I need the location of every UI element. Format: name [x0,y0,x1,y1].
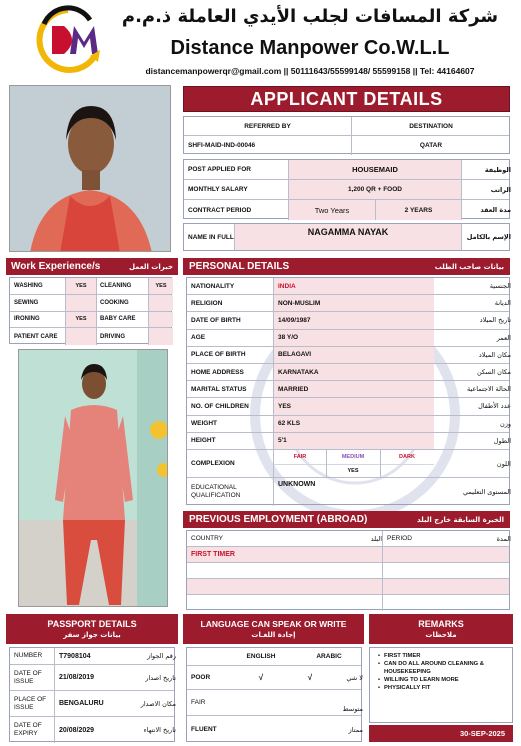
remarks-title: REMARKS [418,619,464,629]
language-poor-arabic-check: √ [307,673,313,682]
personal-value: INDIA [274,278,434,294]
header [0,0,521,84]
personal-row [187,347,509,364]
work-skill-label: CLEANING [100,282,132,289]
passport-label-arabic: مكان الاصدار [140,699,176,708]
company-name-english: Distance Manpower Co.W.L.L [170,37,450,59]
full-name-label-arabic: الإسم بالكامل [466,232,511,241]
work-skill-value [149,328,173,345]
language-title: LANGUAGE CAN SPEAK OR WRITE [200,619,347,629]
personal-row [187,278,509,295]
post-label-arabic: الوظيفة [484,165,511,174]
salary-label-arabic: الراتب [490,185,511,194]
remark-item [378,684,508,692]
remark-text: WILLING TO LEARN MORE [384,677,459,683]
personal-label: WEIGHT [191,420,217,428]
previous-employment-title-arabic: الخبرة السابقة خارج البلد [417,515,504,524]
remark-item [378,676,508,684]
language-fluent-label: FLUENT [191,726,217,733]
personal-row [187,433,509,450]
personal-label-arabic: تاريخ الميلاد [479,316,511,325]
remark-text: CAN DO ALL AROUND CLEANING & HOUSEKEEPING [384,661,484,675]
work-skill-value: YES [66,312,96,328]
contract-value-number: 2 YEARS [376,200,461,220]
passport-value: 21/08/2019 [59,674,95,681]
personal-value: MARRIED [274,381,434,397]
work-experience-title-arabic: خبرات العمل [128,262,173,271]
work-experience-title: Work Experience/s [11,261,101,272]
passport-label: PLACE OF ISSUE [14,695,47,711]
complexion-medium: MEDIUM [341,453,365,460]
employment-first-row: FIRST TIMER [191,551,235,558]
previous-employment-header [183,511,510,528]
remarks-list [370,648,512,692]
language-fair-label: FAIR [191,699,206,706]
personal-label: RELIGION [191,299,223,307]
work-experience-header [6,258,178,275]
personal-label-arabic: الحالة الاجتماعية [466,385,511,394]
personal-value: 5'1 [274,433,434,449]
full-name-table [183,223,510,251]
personal-row [187,330,509,347]
work-row [10,312,171,329]
complexion-label-arabic: اللون [496,459,511,468]
remarks-date-bar [369,725,513,742]
personal-value: NON-MUSLIM [274,295,434,311]
complexion-dark: DARK [399,453,415,460]
applicant-full-body-photo [18,349,168,607]
language-title-arabic: إجادة اللغـات [251,631,296,639]
personal-value: 62 KLS [274,416,434,432]
work-row [10,278,171,295]
bullet-icon: • [378,677,381,683]
work-skill-value: YES [149,278,173,294]
destination-label: DESTINATION [409,122,453,130]
personal-label-arabic: مكان السكن [476,368,511,377]
personal-label: NO. OF CHILDREN [191,402,249,410]
remark-item [378,652,508,660]
personal-label-arabic: العمر [496,333,511,342]
applicant-headshot-photo [9,85,171,252]
work-skill-label: SEWING [14,299,39,306]
personal-row [187,295,509,312]
complexion-selected: YES [347,467,359,474]
personal-row [187,398,509,415]
post-label: POST APPLIED FOR [188,166,251,173]
complexion-fair: FAIR [293,453,307,460]
passport-row [10,665,174,691]
referred-by-label: REFERRED BY [244,122,291,130]
language-fair-arabic-label: متوسط [342,705,363,713]
remarks-box [369,647,513,723]
personal-row [187,312,509,329]
personal-label: AGE [191,334,206,342]
personal-details-table [186,277,510,505]
country-label: COUNTRY [191,535,224,542]
post-value: HOUSEMAID [289,160,461,179]
passport-value: BENGALURU [59,700,104,707]
passport-label: DATE OF ISSUE [14,669,42,685]
previous-employment-table [186,530,510,610]
personal-label-arabic: وزن [499,419,511,428]
remark-item [378,660,508,676]
language-arabic-label: ARABIC [316,653,342,660]
language-table [186,647,362,742]
work-skill-label: WASHING [14,282,43,289]
passport-details-header [6,614,178,644]
referred-by-value: SHFI-MAID-IND-00046 [188,142,256,149]
contract-label: CONTRACT PERIOD [188,206,252,214]
personal-row [187,381,509,398]
complexion-row [187,450,509,478]
language-poor-label: POOR [191,674,211,681]
bullet-icon: • [378,685,381,691]
personal-label-arabic: الجنسية [489,282,511,291]
work-row [10,295,171,312]
remarks-date: 30-SEP-2025 [459,729,505,738]
remark-text: FIRST TIMER [384,653,421,659]
education-label-arabic: المستوى التعليمي [463,488,511,496]
personal-label: HEIGHT [191,437,216,445]
personal-value: KARNATAKA [274,364,434,380]
company-name-arabic: شركة المسافات لجلب الأيدي العاملة ذ.م.م [121,6,499,27]
passport-details-title: PASSPORT DETAILS [47,619,137,629]
personal-label: DATE OF BIRTH [191,316,241,324]
destination-value: QATAR [419,142,443,149]
work-skill-label: IRONING [14,316,40,323]
period-label: PERIOD [387,535,412,542]
passport-value: 20/08/2029 [59,726,95,734]
personal-label-arabic: الطول [493,436,511,445]
personal-label: MARITAL STATUS [191,385,247,393]
passport-label: DATE OF EXPIRY [14,722,42,737]
post-table [183,159,510,219]
passport-row [10,648,174,665]
passport-row [10,691,174,717]
passport-details-title-arabic: بيانات جواز سفر [63,631,121,639]
language-header [183,614,364,644]
work-skill-label: BABY CARE [100,316,136,323]
passport-label-arabic: رقم الجواز [147,652,176,660]
applicant-details-title: APPLICANT DETAILS [250,88,443,109]
country-label-arabic: البلد [370,534,382,543]
passport-row [10,717,174,743]
work-skill-value: YES [66,278,96,294]
personal-details-title-arabic: بيانات صاحب الطلب [434,262,504,271]
passport-details-table [9,647,175,742]
work-skill-value [66,328,96,345]
work-skill-label: COOKING [100,299,129,306]
work-skill-label: PATIENT CARE [14,333,58,340]
education-row [187,478,509,506]
personal-details-header [183,258,510,275]
applicant-details-header [183,86,510,112]
personal-value: 14/09/1987 [274,312,434,328]
work-skill-label: DRIVING [100,333,126,340]
personal-label-arabic: مكان الميلاد [478,350,511,359]
language-english-label: ENGLISH [246,653,276,660]
personal-value: 38 Y/O [274,330,434,346]
personal-label: HOME ADDRESS [191,368,244,376]
education-label: EDUCATIONAL QUALIFICATION [191,484,241,499]
personal-label: PLACE OF BIRTH [191,351,246,359]
bullet-icon: • [378,661,381,667]
previous-employment-title: PREVIOUS EMPLOYMENT (ABROAD) [189,514,368,525]
remarks-title-arabic: ملاحظات [425,631,457,639]
passport-label-arabic: تاريخ اصدار [145,673,176,682]
personal-value: YES [274,398,434,414]
work-row [10,328,171,345]
personal-details-title: PERSONAL DETAILS [189,261,290,272]
education-value: UNKNOWN [278,481,316,488]
salary-value: 1,200 QR + FOOD [289,180,461,199]
company-contact: distancemanpowerqr@gmail.com || 50111643/55599148/ 55599158 || Tel: 44164607 [145,66,475,76]
personal-label-arabic: عدد الأطفال [478,402,511,411]
personal-label: NATIONALITY [191,282,235,290]
contract-value-text: Two Years [289,200,375,220]
remark-text: PHYSICALLY FIT [384,685,431,691]
contract-label-arabic: مدة العقد [480,206,511,214]
period-label-arabic: المدة [496,534,511,543]
work-skill-value [149,295,173,311]
salary-label: MONTHLY SALARY [188,186,248,193]
personal-label-arabic: الديانة [494,299,511,308]
passport-value: T7908104 [59,652,91,660]
company-logo [30,4,106,76]
passport-label: NUMBER [14,652,43,659]
language-fluent-arabic-label: ممتاز [348,725,363,734]
complexion-label: COMPLEXION [191,460,235,467]
personal-row [187,416,509,433]
language-poor-arabic-label: لا شي [346,673,363,682]
referral-table [183,116,510,154]
full-name-label: NAME IN FULL [188,233,234,241]
full-name-value: NAGAMMA NAYAK [235,224,461,250]
work-experience-table [9,277,172,344]
bullet-icon: • [378,653,381,659]
remarks-header [369,614,513,644]
language-poor-english-check: √ [258,673,264,682]
work-skill-value [66,295,96,311]
passport-label-arabic: تاريخ الانتهاء [143,726,176,734]
work-skill-value [149,312,173,328]
personal-row [187,364,509,381]
personal-value: BELAGAVI [274,347,434,363]
